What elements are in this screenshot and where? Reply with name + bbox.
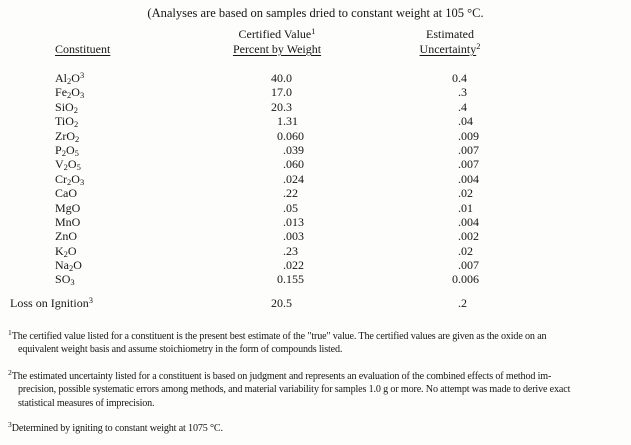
table-row [0, 201, 631, 215]
percent-by-weight-header-text: Percent by Weight [232, 42, 322, 56]
constituent-column-header [55, 42, 110, 57]
certified-value-cell [215, 172, 339, 187]
value-integer-part: 17 [271, 85, 283, 100]
footnote-1: $^1$The certified value listed for a constituent is the present best estimate of the "true" value. The certified values are given as the oxide on an equivalent weight basis and assume stoichiometry in the form of compounds listed. [8, 328, 547, 356]
certified-value-cell [215, 129, 339, 144]
document-title: (Analyses are based on samples dried to constant weight at 105 °C. [147, 6, 484, 20]
table-row [0, 71, 631, 85]
constituent-formula: TiO$_2$ [55, 114, 79, 130]
table-row [0, 229, 631, 243]
uncertainty-value-cell [388, 100, 512, 115]
constituent-formula: CaO [55, 186, 78, 201]
value-integer-part [215, 143, 283, 158]
uncertainty-value-cell [388, 201, 512, 216]
table-row [0, 100, 631, 114]
certified-value-cell [215, 186, 339, 201]
certified-value-footnote-ref: 1 [311, 26, 316, 36]
table-row [0, 157, 631, 171]
value-fraction-part: .22 [283, 186, 298, 201]
table-row [0, 114, 631, 128]
constituent-formula: $K_2O$ [55, 243, 77, 259]
uncertainty-value-cell [388, 229, 512, 244]
uncertainty-value-cell [388, 172, 512, 187]
value-integer-part [215, 157, 283, 172]
uncertainty-value-cell [388, 71, 512, 86]
uncertainty-value-cell [388, 129, 512, 144]
constituent-formula: ZnO [55, 229, 78, 244]
value-fraction-part: .4 [458, 99, 467, 114]
table-row [0, 272, 631, 286]
value-integer-part [215, 186, 283, 201]
value-fraction-part: .02 [458, 186, 473, 201]
estimated-header-text: Estimated [426, 27, 474, 41]
constituent-formula: $SO_3$ [55, 272, 75, 288]
certified-value-cell [215, 215, 339, 230]
constituent-header-text: Constituent [55, 42, 111, 56]
value-fraction-part: .23 [283, 243, 298, 258]
certified-value-cell [215, 143, 339, 158]
value-integer-part [388, 172, 458, 187]
certified-value-cell [215, 71, 339, 86]
footnote-2: $^2$The estimated uncertainty listed for a constituent is based on judgment and represents an evaluation of the combined effects of method im- precision, possible systematic errors among methods, and material variability for samples 1.0 g or more. No attempt was made to derive exact statistical measures of imprecision. [8, 368, 571, 409]
certified-value-cell [215, 100, 339, 115]
value-fraction-part: .039 [283, 142, 304, 157]
uncertainty-value-cell [388, 215, 512, 230]
value-fraction-part: .002 [458, 229, 479, 244]
value-fraction-part: .31 [283, 114, 298, 129]
table-row [0, 172, 631, 186]
uncertainty-column-header [388, 42, 512, 57]
value-integer-part [215, 172, 283, 187]
certified-value-cell [215, 244, 339, 259]
value-fraction-part: .04 [458, 114, 473, 129]
value-fraction-part: .004 [458, 171, 479, 186]
table-row [0, 186, 631, 200]
value-fraction-part: .0 [283, 85, 292, 100]
value-fraction-part: .003 [283, 229, 304, 244]
value-integer-part [388, 229, 458, 244]
value-integer-part: 40 [271, 71, 283, 85]
certified-value-cell [215, 85, 339, 100]
certified-value-cell [215, 296, 339, 311]
value-integer-part: 0 [452, 272, 458, 287]
value-integer-part [215, 258, 283, 273]
uncertainty-value-cell [388, 143, 512, 158]
value-fraction-part: .060 [283, 157, 304, 172]
value-fraction-part: .007 [458, 142, 479, 157]
estimated-column-header [388, 27, 512, 42]
certified-value-cell [215, 157, 339, 172]
value-integer-part [215, 229, 283, 244]
uncertainty-header-text: Uncertainty [419, 42, 477, 56]
value-integer-part [215, 215, 283, 230]
certified-value-cell [215, 272, 339, 287]
table-row [0, 129, 631, 143]
value-fraction-part: .2 [458, 296, 467, 310]
uncertainty-value-cell [388, 114, 512, 129]
constituent-formula: MnO [55, 214, 81, 229]
uncertainty-value-cell [388, 272, 512, 287]
value-integer-part: 0 [452, 71, 458, 85]
constituent-formula: ZrO$_2$ [55, 128, 80, 144]
value-fraction-part: .4 [458, 71, 467, 85]
value-fraction-part: .022 [283, 258, 304, 273]
value-fraction-part: .155 [283, 272, 304, 287]
value-integer-part [388, 157, 458, 172]
table-row [0, 215, 631, 229]
value-fraction-part: .0 [283, 71, 292, 85]
value-integer-part [388, 258, 458, 273]
uncertainty-value-cell [388, 85, 512, 100]
table-row [0, 85, 631, 99]
value-fraction-part: .060 [283, 128, 304, 143]
table-row [0, 244, 631, 258]
constituent-table [0, 71, 631, 287]
constituent-formula: $Al_2O^3$ [55, 70, 85, 86]
value-integer-part: 0 [277, 128, 283, 143]
value-fraction-part: .007 [458, 258, 479, 273]
constituent-formula: $V_2O_5$ [55, 157, 81, 173]
value-integer-part: 0 [277, 272, 283, 287]
value-integer-part [388, 129, 458, 144]
uncertainty-value-cell [388, 186, 512, 201]
value-fraction-part: .5 [283, 296, 292, 310]
value-integer-part [215, 244, 283, 259]
value-integer-part [388, 186, 458, 201]
table-row [0, 258, 631, 272]
value-integer-part [388, 201, 458, 216]
certified-value-cell [215, 229, 339, 244]
loss-on-ignition-section [0, 296, 631, 310]
value-integer-part: 20 [271, 296, 283, 310]
value-integer-part [388, 296, 458, 311]
loss-on-ignition-row [0, 296, 631, 310]
constituent-formula: $Fe_2O_3$ [55, 85, 85, 101]
value-integer-part [388, 114, 458, 129]
value-fraction-part: .004 [458, 214, 479, 229]
uncertainty-value-cell [388, 258, 512, 273]
value-fraction-part: .024 [283, 171, 304, 186]
certified-value-cell [215, 201, 339, 216]
constituent-formula: $P_2O_5$ [55, 142, 79, 158]
table-row [0, 143, 631, 157]
footnote-marker: 1 [8, 328, 12, 337]
certified-value-cell [215, 114, 339, 129]
value-integer-part [388, 85, 458, 100]
value-integer-part [388, 215, 458, 230]
value-integer-part [388, 244, 458, 259]
percent-by-weight-column-header [215, 42, 339, 57]
constituent-formula: SiO$_2$ [55, 99, 78, 115]
certified-value-cell [215, 258, 339, 273]
value-integer-part [215, 201, 283, 216]
uncertainty-value-cell [388, 296, 512, 311]
value-fraction-part: .007 [458, 157, 479, 172]
uncertainty-value-cell [388, 157, 512, 172]
value-fraction-part: .013 [283, 214, 304, 229]
constituent-formula: $Na_2O$ [55, 258, 82, 274]
value-fraction-part: .009 [458, 128, 479, 143]
loss-on-ignition-label: Loss on Ignition$^3$ [10, 295, 93, 310]
value-fraction-part: .02 [458, 243, 473, 258]
value-fraction-part: .05 [283, 200, 298, 215]
value-integer-part [388, 143, 458, 158]
value-integer-part: 1 [277, 114, 283, 129]
value-fraction-part: .3 [458, 85, 467, 100]
uncertainty-footnote-ref: 2 [476, 41, 481, 51]
footnote-marker: 3 [8, 420, 12, 429]
value-integer-part [388, 100, 458, 115]
value-integer-part: 20 [271, 99, 283, 114]
constituent-formula: MgO [55, 200, 81, 215]
uncertainty-value-cell [388, 244, 512, 259]
certified-value-header-text: Certified Value [238, 27, 312, 41]
value-fraction-part: .3 [283, 99, 292, 114]
certified-value-column-header [215, 27, 339, 42]
value-fraction-part: .01 [458, 200, 473, 215]
constituent-formula: $Cr_2O_3$ [55, 171, 85, 187]
footnote-marker: 2 [8, 368, 12, 377]
value-fraction-part: .006 [458, 272, 479, 287]
footnote-3: $^3$Determined by igniting to constant weight at 1075 °C. [8, 420, 223, 434]
